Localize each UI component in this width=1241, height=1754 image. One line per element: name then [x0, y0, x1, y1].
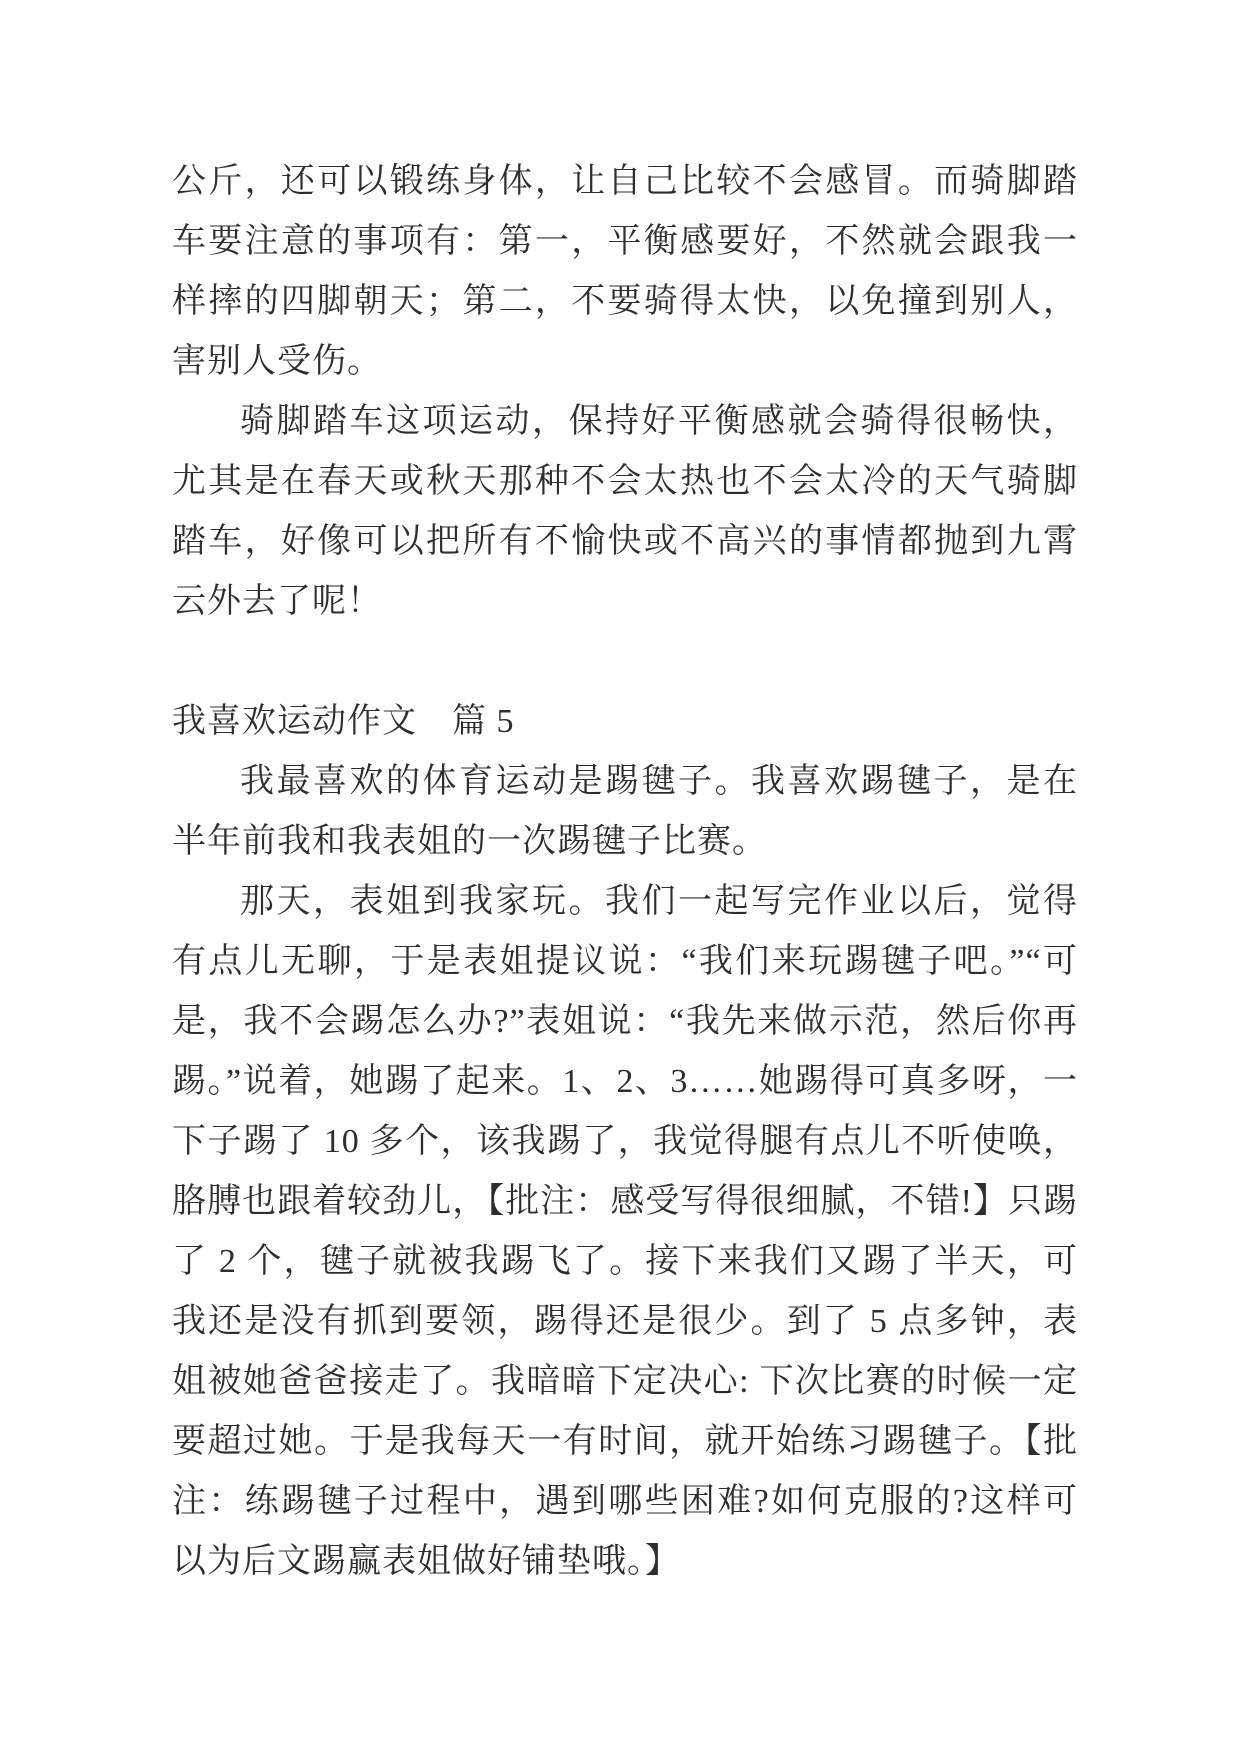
- paragraph-cycling-closing: 骑脚踏车这项运动，保持好平衡感就会骑得很畅快，尤其是在春天或秋天那种不会太热也不会太冷的天气骑脚踏车，好像可以把所有不愉快或不高兴的事情都抛到九霄云外去了呢！: [172, 403, 1078, 620]
- paragraph-cycling-continuation: 公斤，还可以锻练身体，让自己比较不会感冒。而骑脚踏车要注意的事项有：第一，平衡感要好，不然就会跟我一样摔的四脚朝天；第二，不要骑得太快，以免撞到别人，害别人受伤。: [172, 163, 1078, 380]
- paragraph-shuttlecock-story: 那天，表姐到我家玩。我们一起写完作业以后，觉得有点儿无聊，于是表姐提议说：“我们来玩踢毽子吧。”“可是，我不会踢怎么办?”表姐说：“我先来做示范，然后你再踢。”说着，她踢了起来。1、2、3……她踢得可真多呀，一下子踢了 10 多个，该我踢了，我觉得腿有点儿不听使唤，胳膊也跟着较劲儿，【批注：感受写得很细腻，不错!】只踢了 2 个，毽子就被我踢飞了。接下来我们又踢了半天，可我还是没有抓到要领，踢得还是很少。到了 5 点多钟，表姐被她爸爸接走了。我暗暗下定决心: 下次比赛的时候一定要超过她。于是我每天一有时间，就开始练习踢毽子。【批注：练踢毽子过程中，遇到哪些困难?如何克服的?这样可以为后文踢赢表姐做好铺垫哦。】: [172, 883, 1078, 1580]
- paragraph-shuttlecock-intro: 我最喜欢的体育运动是踢毽子。我喜欢踢毽子，是在半年前我和我表姐的一次踢毽子比赛。: [172, 763, 1078, 860]
- essay-section-heading: 我喜欢运动作文 篇 5: [172, 703, 515, 740]
